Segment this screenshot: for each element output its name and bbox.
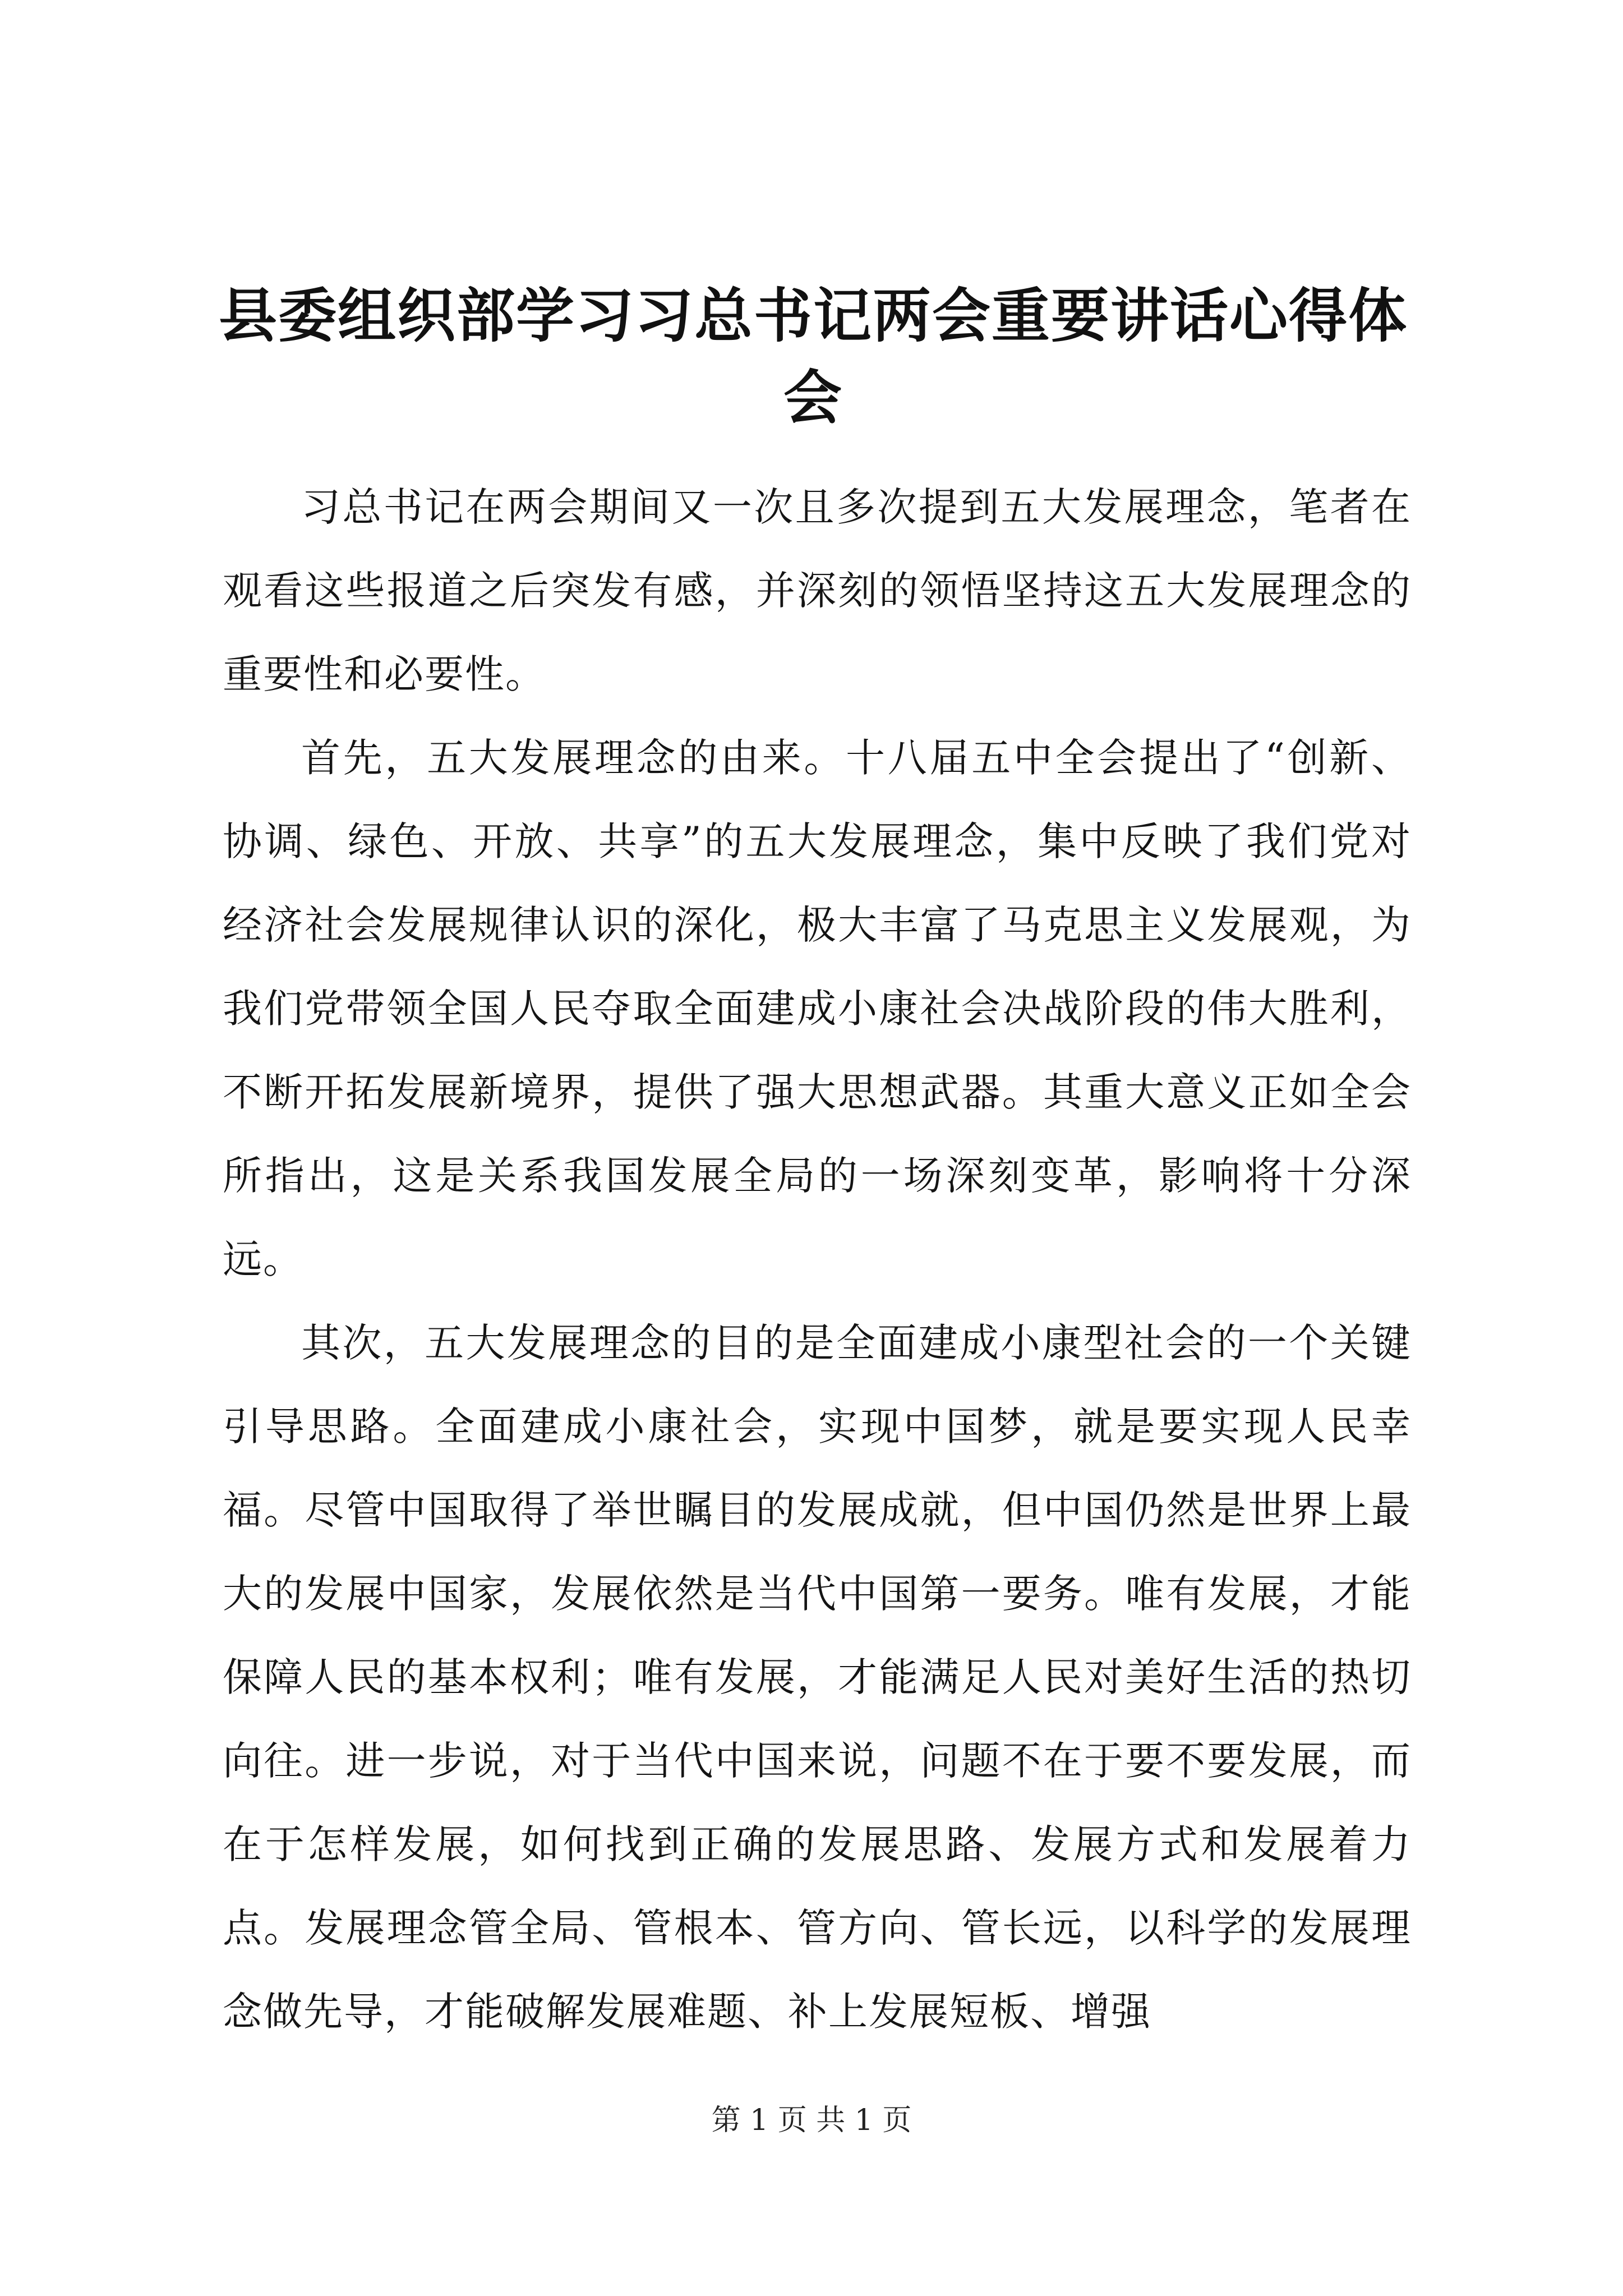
paragraph-intro: 习总书记在两会期间又一次且多次提到五大发展理念，笔者在观看这些报道之后突发有感，并深刻的领悟坚持这五大发展理念的重要性和必要性。	[223, 484, 1412, 697]
paragraph-purpose: 其次，五大发展理念的目的是全面建成小康型社会的一个关键引导思路。全面建成小康社会，实现中国梦，就是要实现人民幸福。尽管中国取得了举世瞩目的发展成就，但中国仍然是世界上最大的发展中国家，发展依然是当代中国第一要务。唯有发展，才能保障人民的基本权利；唯有发展，才能满足人民对美好生活的热切向往。进一步说，对于当代中国来说，问题不在于要不要发展，而在于怎样发展，如何找到正确的发展思路、发展方式和发展着力点。发展理念管全局、管根本、管方向、管长远，以科学的发展理念做先导，才能破解发展难题、补上发展短板、增强	[223, 1320, 1412, 2035]
paragraph-origin: 首先，五大发展理念的由来。十八届五中全会提出了“创新、协调、绿色、开放、共享”的五大发展理念，集中反映了我们党对经济社会发展规律认识的深化，极大丰富了马克思主义发展观，为我们党带领全国人民夺取全面建成小康社会决战阶段的伟大胜利，不断开拓发展新境界，提供了强大思想武器。其重大意义正如全会所指出，这是关系我国发展全局的一场深刻变革，影响将十分深远。	[223, 735, 1412, 1282]
document-body	[223, 466, 1412, 2054]
document-title: 县委组织部学习习总书记两会重要讲话心得体会	[218, 281, 1408, 432]
page-footer: 第 1 页 共 1 页	[711, 2104, 912, 2137]
